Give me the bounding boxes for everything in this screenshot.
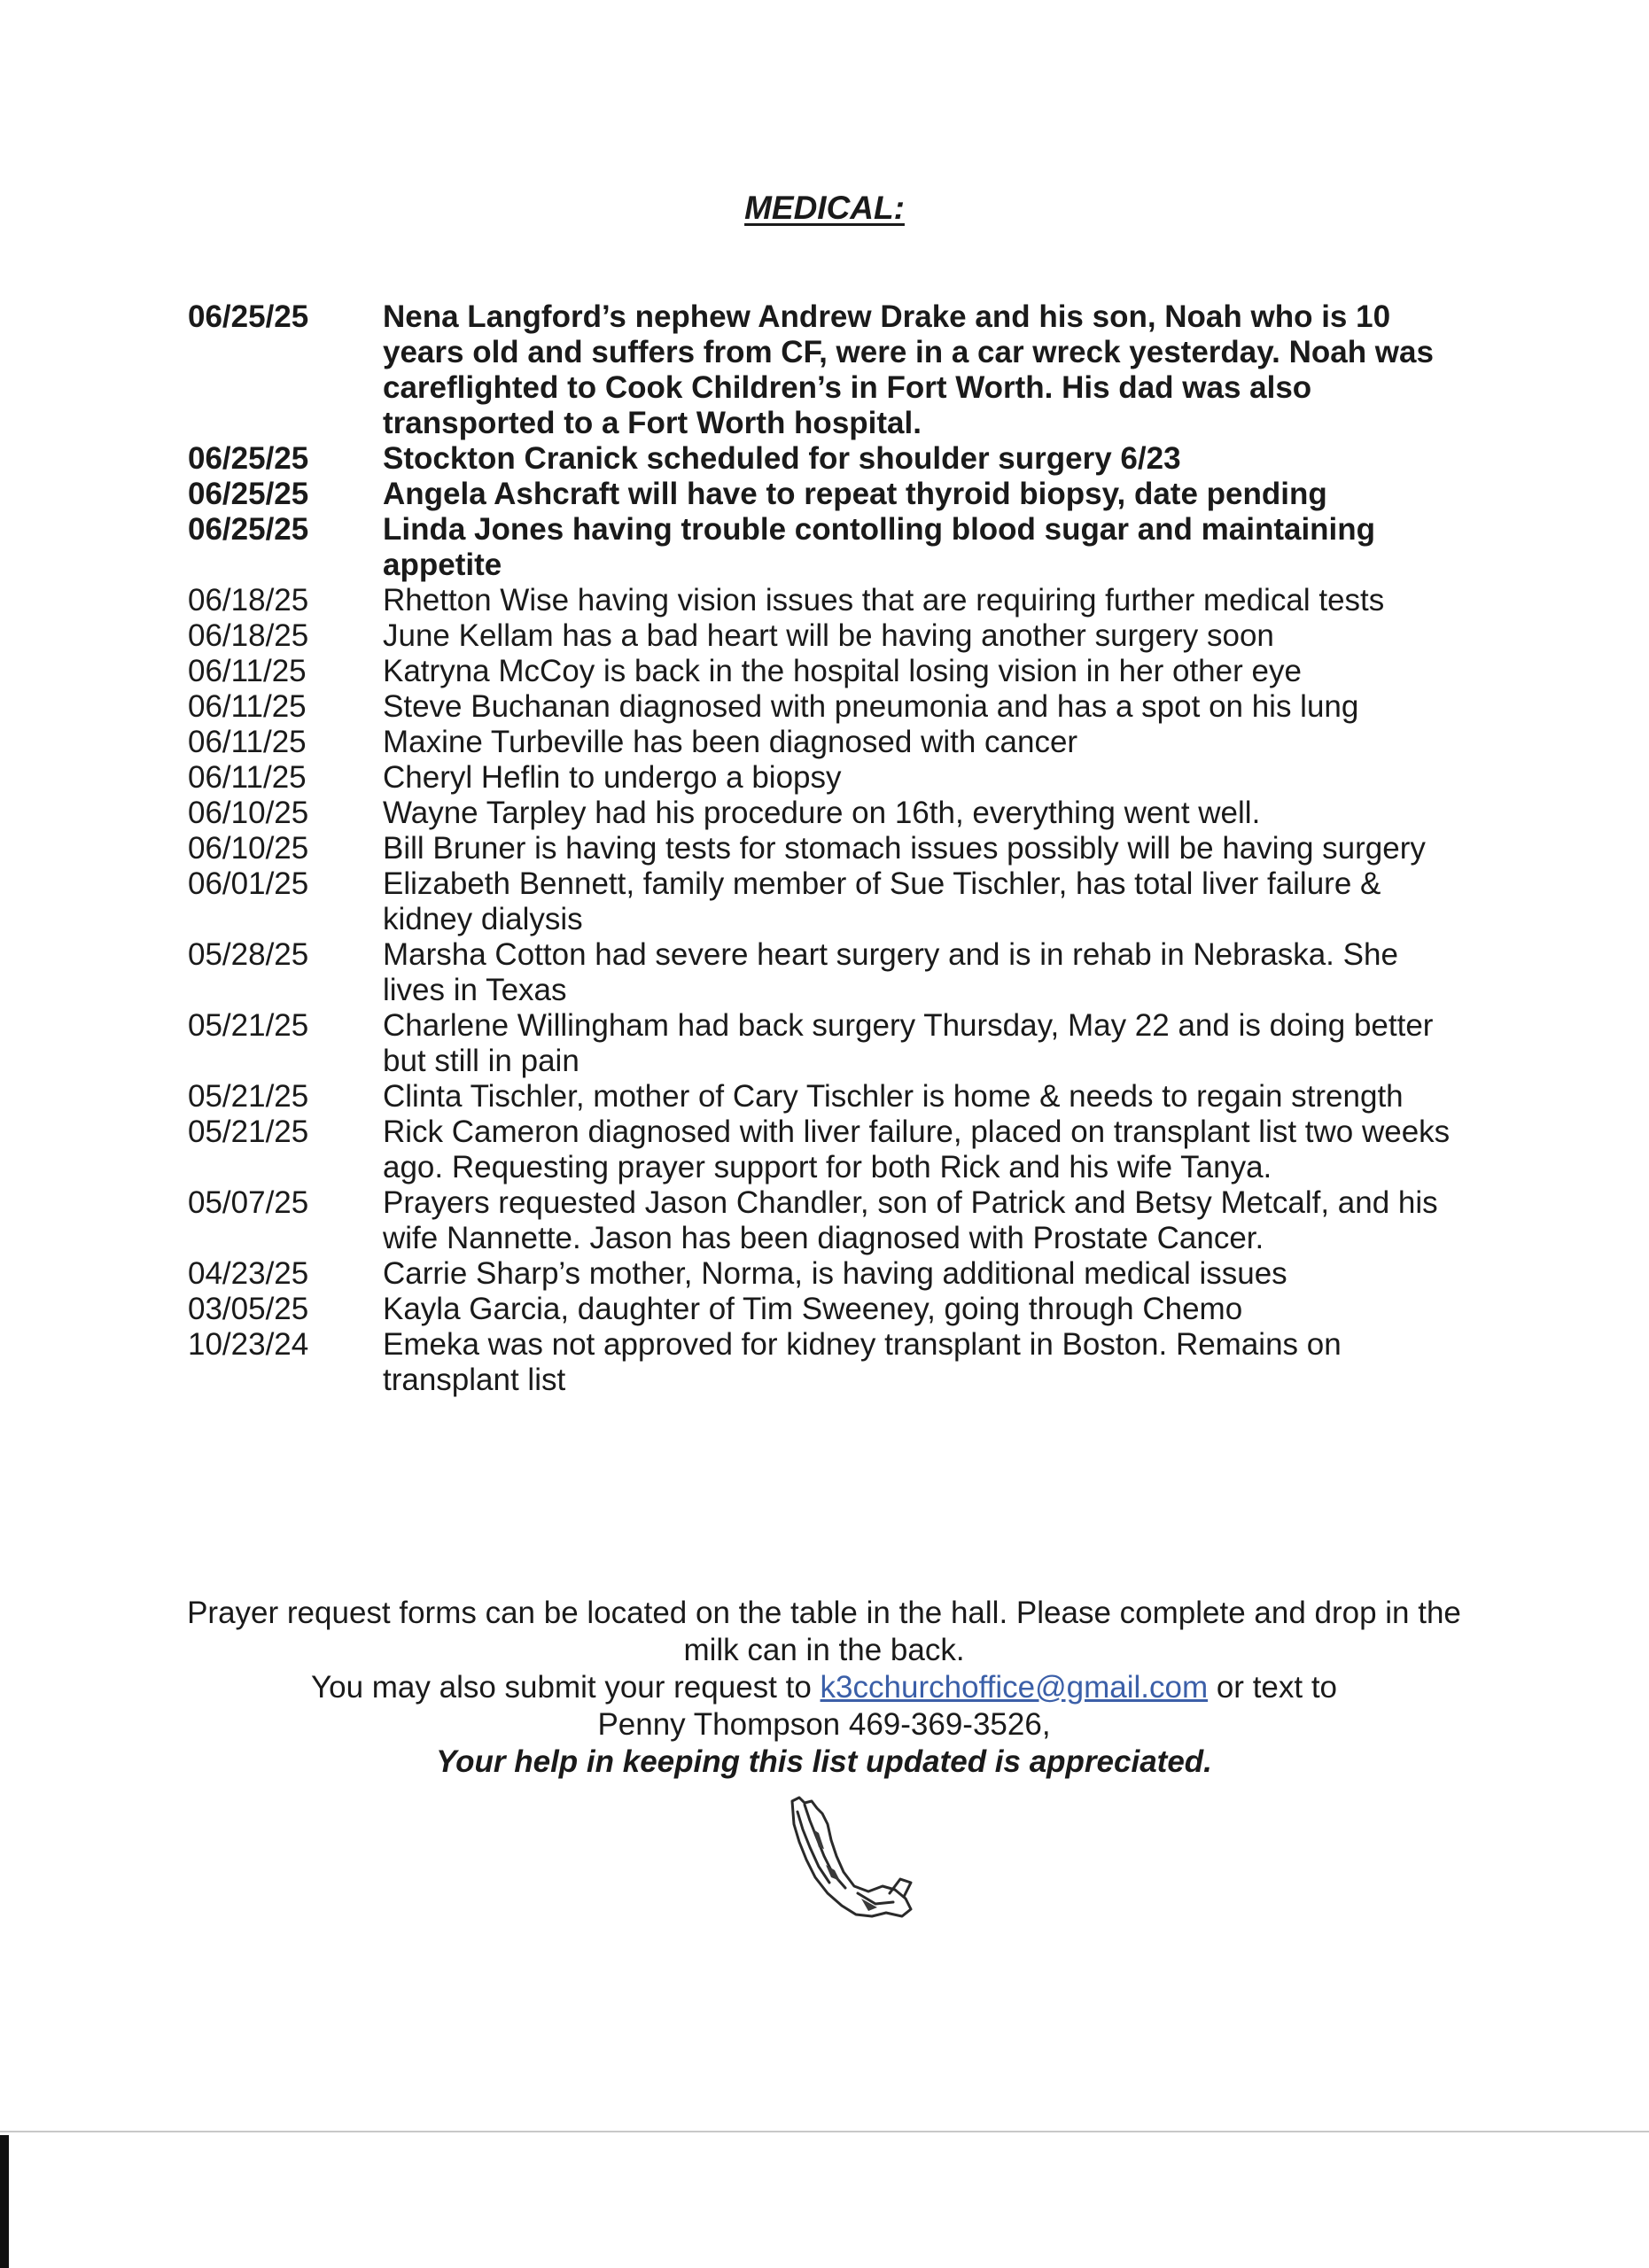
list-item — [188, 618, 1473, 654]
footer-submit-after: or text to — [1216, 1670, 1338, 1705]
prayer-list — [188, 299, 1473, 1398]
entry-text: Katryna McCoy is back in the hospital losing vision in her other eye — [383, 654, 1302, 688]
list-item — [188, 760, 1473, 796]
entry-date: 06/01/25 — [188, 866, 309, 901]
entry-date: 05/07/25 — [188, 1185, 309, 1220]
entry-text: Prayers requested Jason Chandler, son of Patrick and Betsy Metcalf, and his wife Nannette. Jason has been diagnosed with Prostate Cancer. — [383, 1185, 1438, 1255]
list-item — [188, 441, 1473, 477]
list-item — [188, 1185, 1473, 1256]
entry-text: Elizabeth Bennett, family member of Sue Tischler, has total liver failure & kidney dialysis — [383, 866, 1381, 936]
entry-date: 05/21/25 — [188, 1115, 309, 1149]
footer-forms-note: Prayer request forms can be located on the table in the hall. Please complete and drop in the milk can in the back. — [187, 1596, 1461, 1667]
scan-edge — [0, 2135, 9, 2268]
entry-text: Rick Cameron diagnosed with liver failure, placed on transplant list two weeks ago. Requesting prayer support for both Rick and his wife Tanya. — [383, 1115, 1451, 1184]
footer-submit-note — [177, 1669, 1471, 1706]
entry-date: 06/18/25 — [188, 583, 309, 617]
footer-contact: Penny Thompson 469-369-3526, — [597, 1707, 1051, 1742]
entry-text: Clinta Tischler, mother of Cary Tischler is home & needs to regain strength — [383, 1079, 1404, 1114]
scan-divider — [0, 2131, 1649, 2132]
list-item — [188, 866, 1473, 937]
footer-closing: Your help in keeping this list updated is appreciated. — [436, 1744, 1212, 1779]
entry-date: 03/05/25 — [188, 1292, 309, 1326]
list-item — [188, 512, 1473, 583]
list-item — [188, 477, 1473, 512]
entry-text: Wayne Tarpley had his procedure on 16th, everything went well. — [383, 796, 1261, 830]
entry-text: Emeka was not approved for kidney transplant in Boston. Remains on transplant list — [383, 1327, 1342, 1397]
entry-date: 06/25/25 — [188, 512, 309, 547]
list-item — [188, 654, 1473, 689]
entry-date: 06/11/25 — [188, 725, 307, 759]
list-item — [188, 1327, 1473, 1398]
list-item — [188, 1079, 1473, 1115]
entry-text: Kayla Garcia, daughter of Tim Sweeney, going through Chemo — [383, 1292, 1243, 1326]
entry-date: 06/10/25 — [188, 796, 309, 830]
list-item — [188, 689, 1473, 725]
entry-date: 10/23/24 — [188, 1327, 309, 1362]
entry-text: Carrie Sharp’s mother, Norma, is having additional medical issues — [383, 1256, 1287, 1291]
praying-hands-icon — [773, 1794, 923, 1922]
entry-date: 06/10/25 — [188, 831, 309, 866]
entry-date: 06/11/25 — [188, 654, 307, 688]
list-item — [188, 725, 1473, 760]
list-item — [188, 1008, 1473, 1079]
entry-date: 06/25/25 — [188, 299, 309, 334]
page-title: MEDICAL: — [744, 190, 905, 226]
entry-date: 05/21/25 — [188, 1079, 309, 1114]
footer-submit-before: You may also submit your request to — [310, 1670, 812, 1705]
list-item — [188, 796, 1473, 831]
email-link[interactable]: k3cchurchoffice@gmail.com — [820, 1670, 1209, 1705]
list-item — [188, 1256, 1473, 1292]
entry-date: 05/28/25 — [188, 937, 309, 972]
entry-text: June Kellam has a bad heart will be having another surgery soon — [383, 618, 1274, 653]
list-item — [188, 583, 1473, 618]
list-item — [188, 937, 1473, 1008]
entry-date: 06/11/25 — [188, 760, 307, 795]
entry-text: Charlene Willingham had back surgery Thursday, May 22 and is doing better but still in pain — [383, 1008, 1434, 1078]
list-item — [188, 1115, 1473, 1185]
entry-text: Maxine Turbeville has been diagnosed with cancer — [383, 725, 1078, 759]
footer — [177, 1595, 1471, 1781]
list-item — [188, 831, 1473, 866]
entry-date: 06/25/25 — [188, 441, 309, 476]
entry-date: 06/25/25 — [188, 477, 309, 511]
entry-text: Angela Ashcraft will have to repeat thyroid biopsy, date pending — [383, 477, 1327, 511]
entry-date: 06/11/25 — [188, 689, 307, 724]
entry-text: Marsha Cotton had severe heart surgery and is in rehab in Nebraska. She lives in Texas — [383, 937, 1398, 1007]
entry-date: 06/18/25 — [188, 618, 309, 653]
entry-text: Linda Jones having trouble contolling blood sugar and maintaining appetite — [383, 512, 1376, 582]
entry-date: 04/23/25 — [188, 1256, 309, 1291]
entry-text: Bill Bruner is having tests for stomach issues possibly will be having surgery — [383, 831, 1426, 866]
entry-text: Cheryl Heflin to undergo a biopsy — [383, 760, 842, 795]
entry-date: 05/21/25 — [188, 1008, 309, 1043]
entry-text: Steve Buchanan diagnosed with pneumonia and has a spot on his lung — [383, 689, 1359, 724]
entry-text: Stockton Cranick scheduled for shoulder surgery 6/23 — [383, 441, 1181, 476]
list-item — [188, 1292, 1473, 1327]
entry-text: Nena Langford’s nephew Andrew Drake and his son, Noah who is 10 years old and suffers from CF, were in a car wreck yesterday. Noah was careflighted to Cook Children’s in Fort Worth. His dad was also transported to a Fort Worth hospital. — [383, 299, 1434, 440]
entry-text: Rhetton Wise having vision issues that are requiring further medical tests — [383, 583, 1385, 617]
list-item — [188, 299, 1473, 441]
